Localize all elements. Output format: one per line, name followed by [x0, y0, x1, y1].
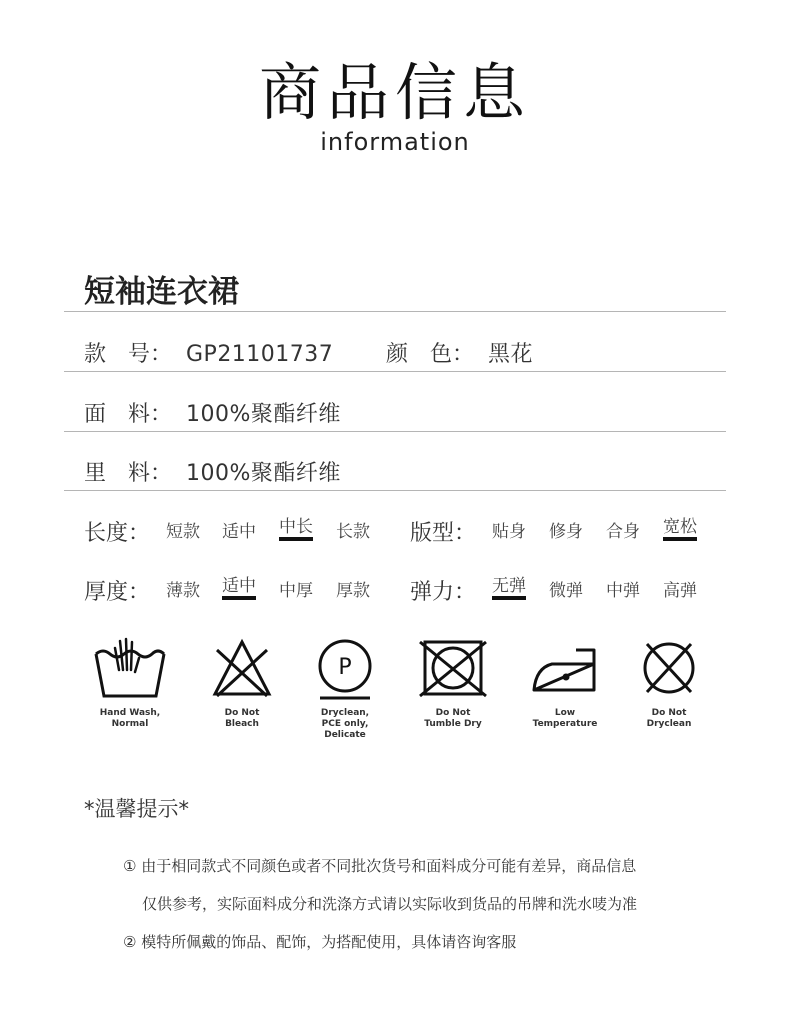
style-number-label: 款 号： [84, 342, 173, 367]
fabric-label: 面 料： [84, 402, 173, 427]
divider [64, 431, 726, 432]
color-row [386, 337, 533, 368]
do-not-bleach-icon [205, 636, 279, 702]
care-caption: Hand Wash, Normal [99, 708, 161, 729]
style-number-value: GP21101737 [186, 342, 334, 367]
fabric-row [84, 397, 341, 428]
elasticity-option-slight: 微弹 [549, 581, 583, 601]
tip-line-2: 仅供参考，实际面料成分和洗涤方式请以实际收到货品的吊牌和洗水唛为准 [142, 895, 638, 913]
hand-wash-icon [93, 636, 167, 702]
elasticity-option-medium: 中弹 [606, 581, 640, 601]
length-option-medium: 适中 [222, 522, 256, 542]
care-item-do-not-bleach [187, 636, 297, 730]
care-item-dryclean [290, 636, 400, 741]
do-not-tumble-dry-icon [416, 636, 490, 702]
care-caption: Do Not Tumble Dry [424, 708, 482, 729]
tip-line-3: ② 模特所佩戴的饰品、配饰，为搭配使用，具体请咨询客服 [123, 933, 517, 951]
color-label: 颜 色： [386, 342, 475, 367]
thickness-label: 厚度： [84, 580, 151, 605]
divider [64, 371, 726, 372]
page-subtitle: information [320, 128, 470, 156]
care-caption: Dryclean, PCE only, Delicate [320, 708, 370, 740]
fit-label: 版型： [410, 521, 477, 546]
thickness-option-thin: 薄款 [166, 581, 200, 601]
svg-text:P: P [338, 655, 352, 680]
do-not-dryclean-icon [632, 636, 706, 702]
dryclean-p-icon [308, 636, 382, 702]
care-caption: Do Not Dryclean [646, 708, 692, 729]
fit-option-slim: 修身 [549, 522, 583, 542]
style-number-row [84, 337, 333, 368]
length-option-short: 短款 [166, 522, 200, 542]
lining-label: 里 料： [84, 461, 173, 486]
care-caption: Do Not Bleach [224, 708, 260, 729]
elasticity-option-none: 无弹 [492, 576, 526, 600]
page-title: 商品信息 [258, 56, 531, 129]
thickness-option-medium: 适中 [222, 576, 256, 600]
tip-line-1: ① 由于相同款式不同颜色或者不同批次货号和面料成分可能有差异，商品信息 [123, 857, 637, 875]
product-name: 短袖连衣裙 [84, 274, 239, 310]
divider [64, 311, 726, 312]
thickness-option-thick: 厚款 [336, 581, 370, 601]
care-item-do-not-dryclean [614, 636, 724, 730]
care-caption: Low Temperature [532, 708, 598, 729]
length-option-long: 长款 [336, 522, 370, 542]
color-value: 黑花 [488, 342, 534, 367]
tips-title: *温馨提示* [84, 797, 189, 821]
fabric-value: 100%聚酯纤维 [186, 402, 341, 427]
care-item-iron-low [510, 636, 620, 730]
care-item-do-not-tumble-dry [398, 636, 508, 730]
thickness-option-midthick: 中厚 [279, 581, 313, 601]
lining-row [84, 456, 341, 487]
elasticity-option-high: 高弹 [663, 581, 697, 601]
fit-option-bodycon: 贴身 [492, 522, 526, 542]
care-item-hand-wash [75, 636, 185, 730]
iron-low-icon [528, 636, 602, 702]
length-option-midlong: 中长 [279, 517, 313, 541]
fit-option-regular: 合身 [606, 522, 640, 542]
length-label: 长度： [84, 521, 151, 546]
elasticity-label: 弹力： [410, 580, 477, 605]
divider [64, 490, 726, 491]
fit-option-loose: 宽松 [663, 517, 697, 541]
lining-value: 100%聚酯纤维 [186, 461, 341, 486]
